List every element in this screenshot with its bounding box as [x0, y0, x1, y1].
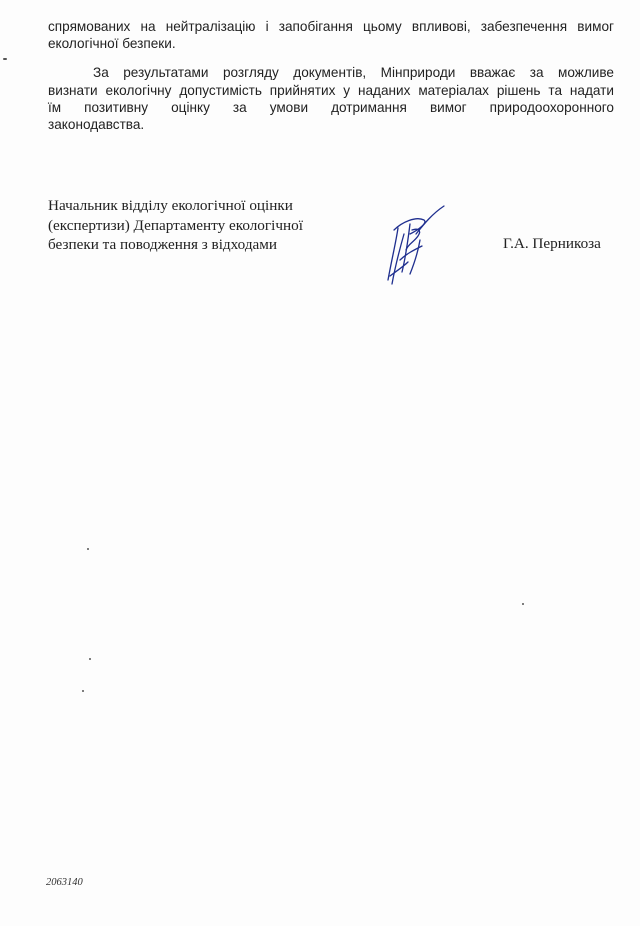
scan-speck	[89, 658, 91, 660]
paragraph-2-line-3: їм позитивну оцінку за умови дотримання вимог природоохоронного	[48, 99, 614, 115]
document-number: 2063140	[46, 877, 83, 888]
paragraph-2-line-2: визнати екологічну допустимість прийнятих у наданих матеріалах рішень та надати	[48, 82, 614, 98]
signer-position-line-1: Начальник відділу екологічної оцінки	[48, 197, 293, 214]
paragraph-2-line-4: законодавства.	[48, 117, 145, 133]
signature-strokes	[388, 206, 444, 284]
paragraph-2-line-1: За результатами розгляду документів, Мінприроди вважає за можливе	[93, 65, 614, 81]
paragraph-1	[48, 18, 614, 52]
signer-name: Г.А. Перникоза	[503, 235, 601, 252]
handwritten-signature	[372, 200, 462, 288]
scan-speck	[522, 603, 524, 605]
scan-speck	[82, 690, 84, 692]
scan-speck	[87, 548, 89, 550]
scan-speck	[3, 58, 7, 60]
paragraph-2	[48, 64, 614, 133]
paragraph-1-line-2: екологічної безпеки.	[48, 36, 176, 52]
paragraph-1-line-1: спрямованих на нейтралізацію і запобігання цьому впливові, забезпечення вимог	[48, 19, 614, 34]
signer-position	[48, 196, 303, 255]
letter-body	[48, 18, 614, 133]
signer-position-line-3: безпеки та поводження з відходами	[48, 236, 278, 254]
signer-position-line-2: (експертизи) Департаменту екологічної	[48, 216, 303, 234]
